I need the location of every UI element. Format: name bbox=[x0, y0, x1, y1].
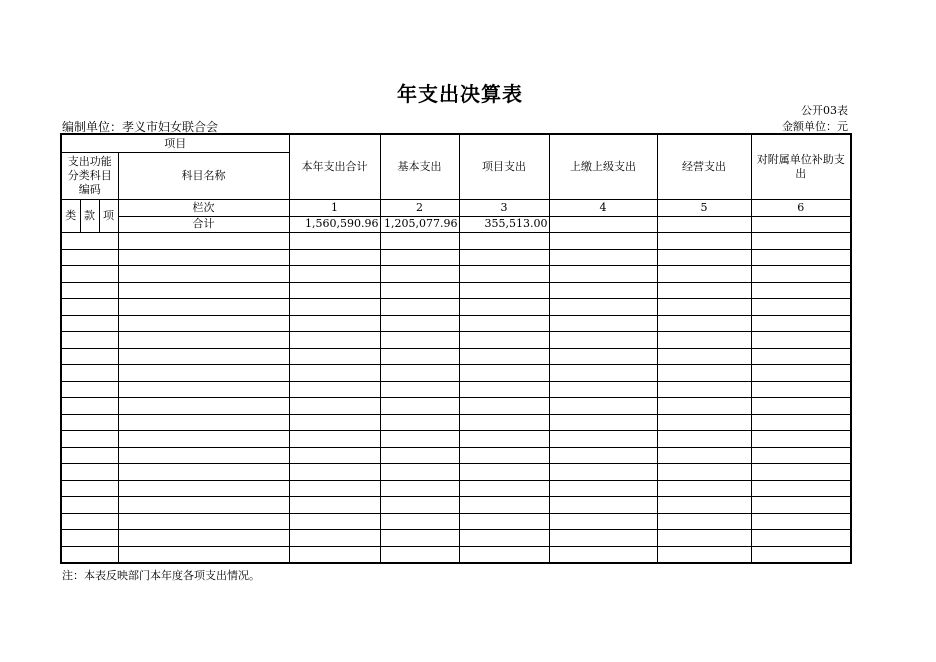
table-cell bbox=[751, 447, 851, 464]
table-cell bbox=[549, 398, 657, 415]
table-cell bbox=[459, 365, 549, 382]
code-cell bbox=[61, 464, 118, 481]
code-cell bbox=[61, 381, 118, 398]
total-value-4 bbox=[549, 216, 657, 233]
table-cell bbox=[549, 365, 657, 382]
table-cell bbox=[657, 398, 751, 415]
code-cell bbox=[61, 480, 118, 497]
form-code: 公开03表 bbox=[801, 104, 848, 117]
table-cell bbox=[380, 315, 459, 332]
table-cell bbox=[380, 381, 459, 398]
table-cell bbox=[549, 299, 657, 316]
table-cell bbox=[751, 464, 851, 481]
table-cell bbox=[118, 249, 289, 266]
table-cell bbox=[289, 381, 380, 398]
table-row bbox=[61, 348, 851, 365]
org-label: 编制单位：孝义市妇女联合会 bbox=[62, 120, 219, 134]
table-cell bbox=[549, 348, 657, 365]
table-cell bbox=[751, 365, 851, 382]
table-cell bbox=[380, 348, 459, 365]
code-cell bbox=[61, 497, 118, 514]
col-header-1: 本年支出合计 bbox=[289, 134, 380, 200]
table-cell bbox=[289, 398, 380, 415]
col-header-2: 基本支出 bbox=[380, 134, 459, 200]
code-cell bbox=[61, 546, 118, 563]
table-cell bbox=[459, 233, 549, 250]
table-cell bbox=[380, 530, 459, 547]
col-header-3: 项目支出 bbox=[459, 134, 549, 200]
table-cell bbox=[459, 381, 549, 398]
table-row bbox=[61, 299, 851, 316]
table-cell bbox=[549, 497, 657, 514]
table-cell bbox=[118, 414, 289, 431]
table-cell bbox=[751, 414, 851, 431]
table-cell bbox=[380, 464, 459, 481]
table-cell bbox=[118, 398, 289, 415]
table-cell bbox=[459, 447, 549, 464]
table-cell bbox=[549, 447, 657, 464]
table-cell bbox=[459, 398, 549, 415]
table-cell bbox=[459, 315, 549, 332]
table-cell bbox=[657, 513, 751, 530]
table-cell bbox=[549, 513, 657, 530]
page-title: 年支出决算表 bbox=[397, 82, 523, 106]
code-cell bbox=[61, 266, 118, 283]
table-cell bbox=[751, 249, 851, 266]
total-value-5 bbox=[657, 216, 751, 233]
table-row bbox=[61, 447, 851, 464]
table-cell bbox=[118, 348, 289, 365]
table-cell bbox=[657, 447, 751, 464]
code-cell bbox=[61, 398, 118, 415]
table-cell bbox=[751, 431, 851, 448]
table-cell bbox=[289, 546, 380, 563]
table-cell bbox=[751, 266, 851, 283]
header-func-code: 支出功能分类科目编码 bbox=[61, 153, 118, 200]
code-cell bbox=[61, 431, 118, 448]
table-cell bbox=[459, 464, 549, 481]
col-number-6: 6 bbox=[751, 200, 851, 217]
table-cell bbox=[289, 513, 380, 530]
table-cell bbox=[549, 381, 657, 398]
table-cell bbox=[751, 497, 851, 514]
table-cell bbox=[289, 249, 380, 266]
col-number-5: 5 bbox=[657, 200, 751, 217]
table-cell bbox=[549, 414, 657, 431]
header-subject-name: 科目名称 bbox=[118, 153, 289, 200]
table-cell bbox=[118, 447, 289, 464]
table-cell bbox=[380, 513, 459, 530]
table-cell bbox=[289, 480, 380, 497]
code-cell bbox=[61, 233, 118, 250]
table-row bbox=[61, 464, 851, 481]
table-cell bbox=[459, 282, 549, 299]
table-cell bbox=[751, 480, 851, 497]
table-row bbox=[61, 480, 851, 497]
table-cell bbox=[459, 480, 549, 497]
table-cell bbox=[459, 332, 549, 349]
table-cell bbox=[549, 332, 657, 349]
table-cell bbox=[289, 447, 380, 464]
table-cell bbox=[289, 348, 380, 365]
col-number-3: 3 bbox=[459, 200, 549, 217]
total-value-1: 1,560,590.96 bbox=[289, 216, 380, 233]
table-cell bbox=[380, 233, 459, 250]
total-label: 合计 bbox=[118, 216, 289, 233]
table-cell bbox=[380, 299, 459, 316]
table-cell bbox=[118, 530, 289, 547]
code-cell bbox=[61, 332, 118, 349]
header-xiang: 项 bbox=[99, 200, 118, 233]
col-number-4: 4 bbox=[549, 200, 657, 217]
table-cell bbox=[380, 249, 459, 266]
table-cell bbox=[549, 480, 657, 497]
table-cell bbox=[289, 233, 380, 250]
table-cell bbox=[380, 332, 459, 349]
table-cell bbox=[289, 431, 380, 448]
table-cell bbox=[380, 365, 459, 382]
code-cell bbox=[61, 414, 118, 431]
table-cell bbox=[118, 315, 289, 332]
table-cell bbox=[549, 546, 657, 563]
table-cell bbox=[118, 266, 289, 283]
table-cell bbox=[289, 332, 380, 349]
table-cell bbox=[657, 530, 751, 547]
table-cell bbox=[657, 464, 751, 481]
table-cell bbox=[289, 414, 380, 431]
table-cell bbox=[118, 381, 289, 398]
col-header-6: 对附属单位补助支出 bbox=[751, 134, 851, 200]
table-cell bbox=[289, 530, 380, 547]
code-cell bbox=[61, 530, 118, 547]
table-cell bbox=[657, 497, 751, 514]
table-cell bbox=[118, 480, 289, 497]
table-cell bbox=[657, 282, 751, 299]
table-cell bbox=[549, 315, 657, 332]
table-cell bbox=[549, 282, 657, 299]
table-cell bbox=[657, 266, 751, 283]
table-cell bbox=[751, 332, 851, 349]
table-cell bbox=[549, 431, 657, 448]
table-cell bbox=[289, 365, 380, 382]
table-cell bbox=[459, 431, 549, 448]
table-row bbox=[61, 249, 851, 266]
table-cell bbox=[380, 414, 459, 431]
table-row bbox=[61, 513, 851, 530]
code-cell bbox=[61, 282, 118, 299]
table-row bbox=[61, 530, 851, 547]
table-cell bbox=[289, 282, 380, 299]
table-row bbox=[61, 332, 851, 349]
table-cell bbox=[118, 299, 289, 316]
row-index-label: 栏次 bbox=[118, 200, 289, 217]
table-cell bbox=[289, 266, 380, 283]
table-cell bbox=[549, 530, 657, 547]
table-cell bbox=[459, 299, 549, 316]
table-cell bbox=[118, 513, 289, 530]
table-cell bbox=[459, 497, 549, 514]
footnote: 注：本表反映部门本年度各项支出情况。 bbox=[62, 569, 260, 582]
code-cell bbox=[61, 299, 118, 316]
table-cell bbox=[549, 249, 657, 266]
table-cell bbox=[118, 282, 289, 299]
table-cell bbox=[657, 365, 751, 382]
table-cell bbox=[751, 348, 851, 365]
table-cell bbox=[657, 414, 751, 431]
table-cell bbox=[459, 249, 549, 266]
table-cell bbox=[751, 282, 851, 299]
table-cell bbox=[657, 381, 751, 398]
table-cell bbox=[380, 546, 459, 563]
header-item: 项目 bbox=[61, 134, 289, 153]
table-cell bbox=[751, 299, 851, 316]
header-kuan: 款 bbox=[80, 200, 99, 233]
table-cell bbox=[380, 480, 459, 497]
table-row bbox=[61, 266, 851, 283]
header-lei: 类 bbox=[61, 200, 80, 233]
total-value-2: 1,205,077.96 bbox=[380, 216, 459, 233]
table-cell bbox=[751, 513, 851, 530]
code-cell bbox=[61, 513, 118, 530]
col-header-5: 经营支出 bbox=[657, 134, 751, 200]
table-cell bbox=[289, 464, 380, 481]
table-row bbox=[61, 497, 851, 514]
code-cell bbox=[61, 365, 118, 382]
table-cell bbox=[751, 381, 851, 398]
code-cell bbox=[61, 315, 118, 332]
table-row bbox=[61, 546, 851, 563]
table-cell bbox=[289, 315, 380, 332]
table-row bbox=[61, 414, 851, 431]
table-cell bbox=[751, 315, 851, 332]
code-cell bbox=[61, 348, 118, 365]
unit-label: 金额单位：元 bbox=[782, 120, 848, 133]
table-cell bbox=[118, 365, 289, 382]
table-cell bbox=[380, 266, 459, 283]
table-cell bbox=[118, 546, 289, 563]
table-cell bbox=[289, 497, 380, 514]
table-row bbox=[61, 365, 851, 382]
table-cell bbox=[289, 299, 380, 316]
table-cell bbox=[657, 332, 751, 349]
code-cell bbox=[61, 249, 118, 266]
table-cell bbox=[657, 233, 751, 250]
table-cell bbox=[118, 464, 289, 481]
table-cell bbox=[118, 497, 289, 514]
table-cell bbox=[657, 480, 751, 497]
table-cell bbox=[118, 332, 289, 349]
table-cell bbox=[657, 249, 751, 266]
table-cell bbox=[657, 431, 751, 448]
table-cell bbox=[751, 398, 851, 415]
table-row bbox=[61, 398, 851, 415]
table-cell bbox=[459, 414, 549, 431]
table-cell bbox=[459, 530, 549, 547]
table-row bbox=[61, 431, 851, 448]
table-cell bbox=[118, 233, 289, 250]
table-cell bbox=[657, 546, 751, 563]
col-header-4: 上缴上级支出 bbox=[549, 134, 657, 200]
table-cell bbox=[380, 282, 459, 299]
table-cell bbox=[657, 348, 751, 365]
table-cell bbox=[459, 546, 549, 563]
table-cell bbox=[751, 233, 851, 250]
table-cell bbox=[657, 299, 751, 316]
table-cell bbox=[549, 464, 657, 481]
table-cell bbox=[459, 266, 549, 283]
table-cell bbox=[751, 546, 851, 563]
table-cell bbox=[549, 233, 657, 250]
col-number-2: 2 bbox=[380, 200, 459, 217]
table-cell bbox=[459, 513, 549, 530]
table-cell bbox=[751, 530, 851, 547]
code-cell bbox=[61, 447, 118, 464]
table-cell bbox=[380, 431, 459, 448]
total-value-3: 355,513.00 bbox=[459, 216, 549, 233]
table-row bbox=[61, 381, 851, 398]
table-cell bbox=[459, 348, 549, 365]
table-row bbox=[61, 233, 851, 250]
total-value-6 bbox=[751, 216, 851, 233]
table-cell bbox=[549, 266, 657, 283]
table-row bbox=[61, 315, 851, 332]
expenditure-table bbox=[60, 133, 852, 564]
table-cell bbox=[118, 431, 289, 448]
table-row bbox=[61, 282, 851, 299]
table-cell bbox=[380, 447, 459, 464]
col-number-1: 1 bbox=[289, 200, 380, 217]
table-cell bbox=[380, 398, 459, 415]
table-cell bbox=[380, 497, 459, 514]
table-cell bbox=[657, 315, 751, 332]
